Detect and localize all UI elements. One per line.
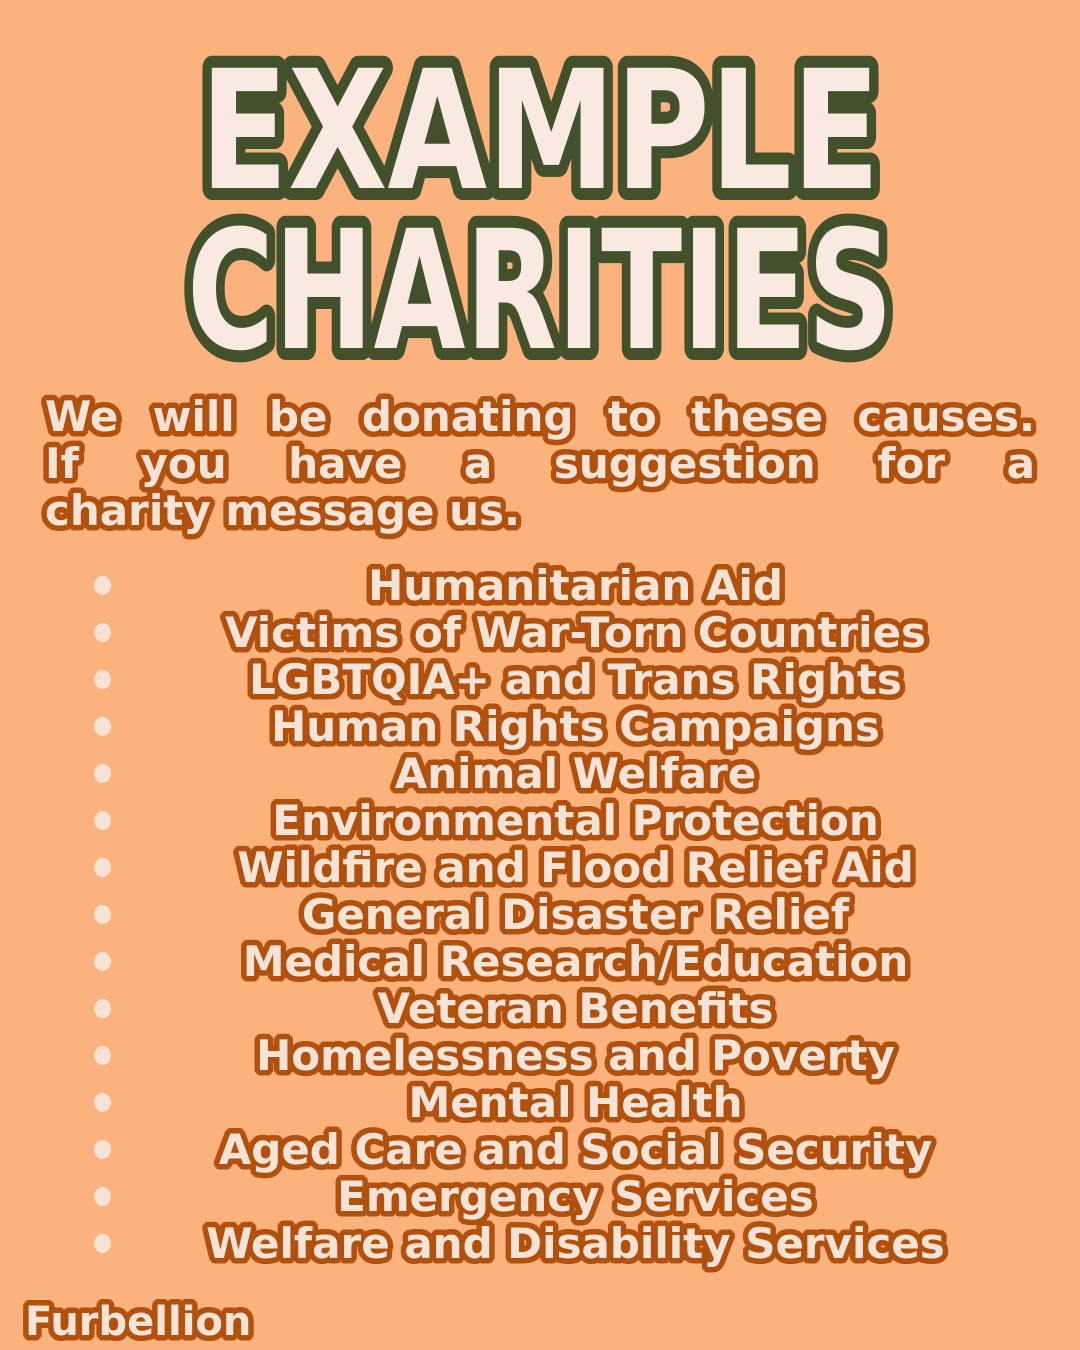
list-item — [0, 1220, 1080, 1267]
bullet-dot-icon — [94, 811, 111, 830]
bullet-dot-icon — [94, 1140, 111, 1159]
list-item-label: Medical Research/Education — [242, 937, 909, 986]
list-item — [0, 562, 1080, 609]
charity-list — [0, 562, 1080, 1267]
list-item-label: Welfare and Disability Services — [206, 1219, 945, 1268]
bullet-dot-icon — [94, 764, 111, 783]
bullet-dot-icon — [94, 717, 111, 736]
bullet-dot-icon — [94, 1234, 111, 1253]
bullet-dot-icon — [94, 576, 111, 595]
bullet-dot-icon — [94, 1046, 111, 1065]
list-item-label: Humanitarian Aid — [368, 561, 783, 610]
list-item — [0, 938, 1080, 985]
bullet-dot-icon — [94, 999, 111, 1018]
list-item — [0, 891, 1080, 938]
list-item — [0, 797, 1080, 844]
bullet-dot-icon — [94, 1187, 111, 1206]
list-item — [0, 703, 1080, 750]
list-item — [0, 609, 1080, 656]
bullet-dot-icon — [94, 1093, 111, 1112]
list-item — [0, 844, 1080, 891]
list-item — [0, 985, 1080, 1032]
page-title — [0, 26, 1080, 366]
bullet-dot-icon — [94, 670, 111, 689]
page-title-line-1: EXAMPLE — [200, 35, 880, 227]
list-item — [0, 1079, 1080, 1126]
intro-line: We will be donating to these causes. — [45, 392, 1035, 441]
brand-label: Furbellion — [25, 1299, 252, 1345]
list-item-label: Environmental Protection — [272, 796, 879, 845]
list-item-label: General Disaster Relief — [301, 890, 850, 939]
list-item — [0, 750, 1080, 797]
list-item-label: LGBTQIA+ and Trans Rights — [249, 655, 902, 704]
list-item — [0, 1173, 1080, 1220]
list-item-label: Aged Care and Social Security — [218, 1125, 933, 1174]
bullet-dot-icon — [94, 858, 111, 877]
list-item-label: Human Rights Campaigns — [271, 702, 880, 751]
list-item-label: Veteran Benefits — [377, 984, 774, 1033]
bullet-dot-icon — [94, 905, 111, 924]
bullet-dot-icon — [94, 623, 111, 642]
list-item-label: Mental Health — [408, 1078, 743, 1127]
intro-line: charity message us. — [45, 486, 520, 535]
intro-paragraph — [45, 393, 1035, 534]
list-item-label: Animal Welfare — [394, 749, 757, 798]
list-item — [0, 656, 1080, 703]
list-item-label: Wildfire and Flood Relief Aid — [237, 843, 914, 892]
list-item-label: Emergency Services — [337, 1172, 814, 1221]
page-title-line-2: CHARITIES — [187, 195, 893, 366]
bullet-dot-icon — [94, 952, 111, 971]
list-item-label: Homelessness and Poverty — [256, 1031, 895, 1080]
list-item-label: Victims of War-Torn Countries — [224, 608, 927, 657]
intro-line: If you have a suggestion for a — [45, 439, 1035, 488]
list-item — [0, 1126, 1080, 1173]
list-item — [0, 1032, 1080, 1079]
